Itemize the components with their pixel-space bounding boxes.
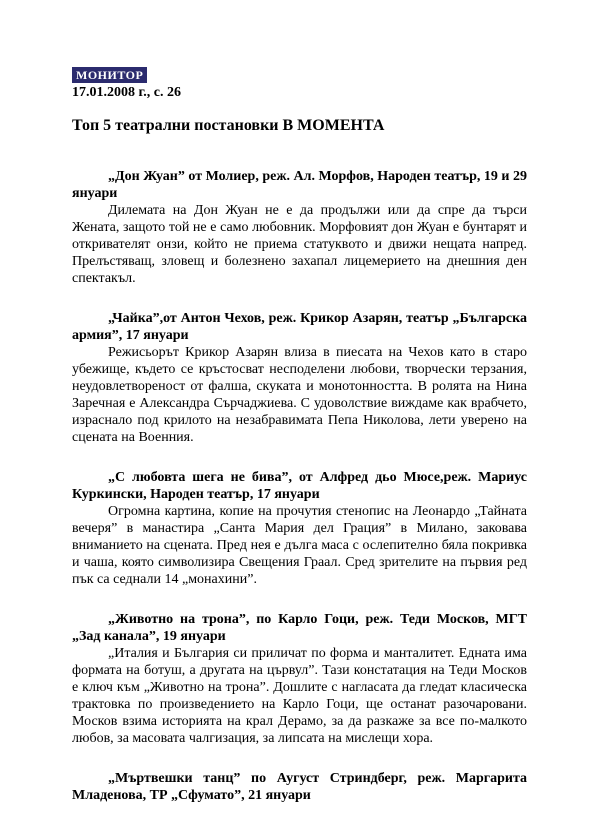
item-heading: „Дон Жуан” от Молиер, реж. Ал. Морфов, Народен театър, 19 и 29 януари	[72, 169, 527, 201]
publication-date: 17.01.2008 г., с. 26	[72, 85, 181, 100]
monitor-logo: МОНИТОР	[72, 67, 147, 83]
article-item	[72, 469, 527, 588]
item-body: Режисьорът Крикор Азарян влиза в пиесата на Чехов като в старо убежище, където се кръстосват несподелени любови, творчески терзания, неудовлетвореност от фалша, скуката и монотонността. В ролята на Нина Заречная е Александра Сърчаджиева. С удоволствие виждаме как врабчето, израснало под крилото на незабравимата Пепа Николова, лети уверено на сцената на Военния.	[72, 345, 527, 445]
item-body: „Италия и България си приличат по форма и манталитет. Едната има формата на ботуш, а другата на цървул”. Тази констатация на Теди Москов е ключ към „Животно на трона”. Дошлите с нагласата да гледат класическа трактовка по произведението на Карло Гоци, ще останат разочаровани. Москов взима историята на крал Дерамо, за да разкаже за все по-малкото любов, за масовата чалгизация, за липсата на мислещи хора.	[72, 646, 527, 746]
article-item	[72, 168, 527, 287]
article-item	[72, 310, 527, 446]
item-heading: „Животно на трона”, по Карло Гоци, реж. Теди Москов, МГТ „Зад канала”, 19 януари	[72, 612, 527, 644]
article-item	[72, 611, 527, 747]
article-item	[72, 770, 527, 804]
item-heading: „Чайка”,от Антон Чехов, реж. Крикор Азарян, театър „Българска армия”, 17 януари	[72, 311, 527, 343]
article-title: Топ 5 театрални постановки В МОМЕНТА	[72, 117, 385, 134]
article-list	[72, 168, 527, 804]
item-heading: „Мъртвешки танц” по Аугуст Стриндберг, реж. Маргарита Младенова, ТР „Сфумато”, 21 януари	[72, 771, 527, 803]
document-page	[72, 66, 527, 827]
item-body: Дилемата на Дон Жуан не е да продължи или да спре да търси Жената, защото той не е само любовник. Морфовият дон Жуан е бунтарят и откривателят онзи, който не приема статуквото и движи нещата напред. Прелъстяващ, зловещ и болезнено захапал лицемерието на днешния ден спектакъл.	[72, 203, 527, 286]
item-heading: „С любовта шега не бива”, от Алфред дьо Мюсе,реж. Мариус Куркински, Народен театър, 17 януари	[72, 470, 527, 502]
item-body: Огромна картина, копие на прочутия стенопис на Леонардо „Тайната вечеря” в манастира „Санта Мария дел Грация” в Милано, заковава вниманието на сцената. Пред нея е дълга маса с ослепително бяла покривка и чаша, която символизира Свещения Граал. Сред зрителите на първия ред пък са седнали 14 „монахини”.	[72, 504, 527, 587]
